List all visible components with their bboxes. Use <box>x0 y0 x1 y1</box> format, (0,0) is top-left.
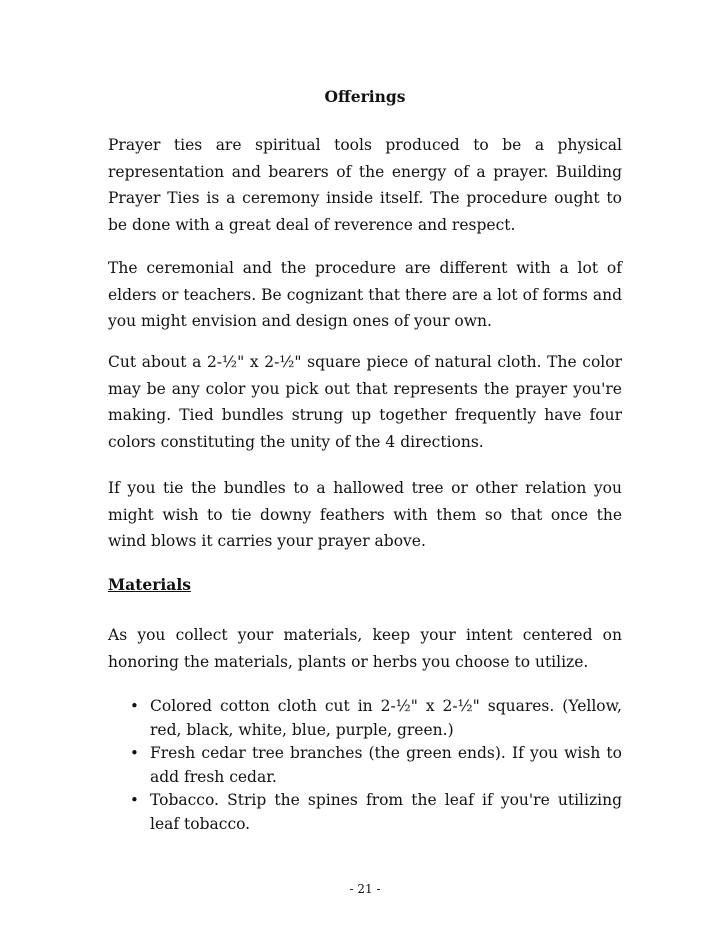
list-item-text: Fresh cedar tree branches (the green ends). If you wish to add fresh cedar. <box>150 744 622 786</box>
bullet-icon: • <box>130 744 139 762</box>
paragraph-prayer-ties: Prayer ties are spiritual tools produced to be a physical representation and bearers of the energy of a prayer. Building Prayer Ties is a ceremony inside itself. The procedure ought to be done with a great deal of reverence and respect. <box>108 136 622 234</box>
list-item <box>108 789 622 836</box>
materials-list <box>108 695 622 836</box>
page-number: - 21 - <box>349 882 381 896</box>
document-page <box>108 0 622 943</box>
materials-intro: As you collect your materials, keep your intent centered on honoring the materials, plants or herbs you choose to utilize. <box>108 626 622 671</box>
paragraph-bundles: If you tie the bundles to a hallowed tree or other relation you might wish to tie downy feathers with them so that once the wind blows it carries your prayer above. <box>108 479 622 550</box>
list-item-text: Colored cotton cloth cut in 2-½" x 2-½" squares. (Yellow, red, black, white, blue, purple, green.) <box>150 697 622 739</box>
page-title: Offerings <box>324 87 406 106</box>
bullet-icon: • <box>130 697 139 715</box>
paragraph-ceremonial: The ceremonial and the procedure are different with a lot of elders or teachers. Be cognizant that there are a lot of forms and you might envision and design ones of your own. <box>108 259 622 330</box>
list-item <box>108 742 622 789</box>
list-item <box>108 695 622 742</box>
bullet-icon: • <box>130 791 139 809</box>
materials-heading: Materials <box>108 575 191 594</box>
list-item-text: Tobacco. Strip the spines from the leaf if you're utilizing leaf tobacco. <box>150 791 622 833</box>
paragraph-cloth: Cut about a 2-½" x 2-½" square piece of natural cloth. The color may be any color you pick out that represents the prayer you're making. Tied bundles strung up together frequently have four colors constituting the unity of the 4 directions. <box>108 353 622 451</box>
